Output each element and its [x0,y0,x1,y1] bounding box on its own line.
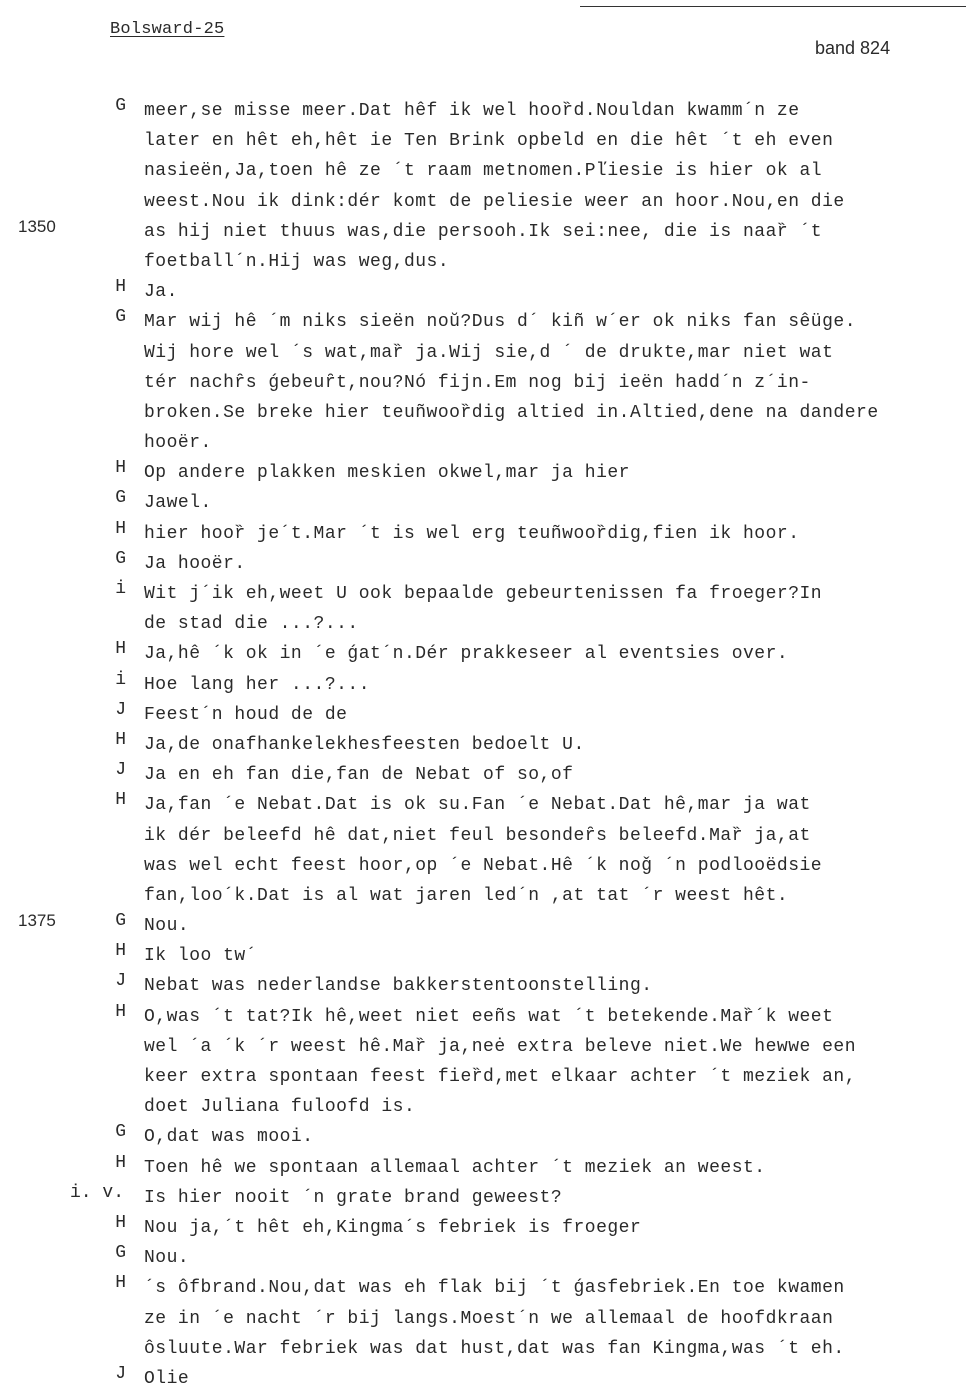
text-line: Is hier nooit ´n grate brand geweest? [144,1187,563,1208]
speaker-label: G [115,548,126,569]
speaker-label: H [115,1273,126,1294]
text-line: O,dat was mooi. [144,1127,314,1148]
text-line: O,was ´t tat?Ik hê,weet niet eeñs wat ´t betekende.Maȑ´k weet [144,1006,834,1027]
text-line: hooër. [144,433,212,454]
turn-19 [0,1122,966,1152]
turn-7 [0,549,966,579]
text-line: ze in ´e nacht ´r bij langs.Moest´n we allemaal de hoofdkraan [144,1308,834,1329]
speaker-label: i [115,579,126,599]
text-line: as hij niet thuus was,die persooh.Ik sei:nee, die is naaȑ ´t [144,221,823,242]
turn-14 [0,790,966,911]
speaker-label: H [115,639,126,660]
text-line: Ja. [144,282,178,303]
speaker-label: H [115,729,126,750]
text-line: hier hooȑ je´t.Mar ´t is wel erg teuñwooȑdig,fien ik hoor. [144,523,800,544]
speaker-label: J [115,1363,126,1384]
text-line: Op andere plakken meskien okwel,mar ja hier [144,463,630,484]
top-rule [580,6,966,7]
text-line: broken.Se breke hier teuñwooȑdig altied in.Altied,dene na dandere [144,402,879,423]
turn-4 [0,458,966,488]
speaker-label: i [115,669,126,690]
text-line: Mar wij hê ´m niks sieën noŭ?Dus d´ kiñ w´er ok niks fan sêüge. [144,312,857,333]
speaker-label: G [115,1122,126,1143]
text-line: fan,loo´k.Dat is al wat jaren led´n ,at tat ´r weest hêt. [144,885,789,906]
text-line: Hoe lang her ...?... [144,674,371,695]
turn-18 [0,1002,966,1123]
turn-13 [0,760,966,790]
turn-8 [0,579,966,639]
speaker-label: G [115,307,126,328]
text-line: Ja,hê ´k ok in ´e ǵat´n.Dér prakkeseer al eventsies over. [144,644,789,665]
text-line: Feest´n houd de de [144,704,348,725]
text-line: weest.Nou ik dink:dér komt de peliesie weer an hoor.Nou,en die [144,191,845,212]
turn-16 [0,941,966,971]
turn-9 [0,639,966,669]
turn-23 [0,1243,966,1273]
speaker-label: H [115,790,126,811]
speaker-label: J [115,760,126,781]
tape-number: band 824 [815,38,891,58]
text-line: Jawel. [144,493,212,514]
text-line: later en hêt eh,hêt ie Ten Brink opbeld en die hêt ´t eh even [144,131,834,152]
text-line: de stad die ...?... [144,614,359,635]
turn-11 [0,700,966,730]
turn-25 [0,1363,966,1389]
text-line: Ja,fan ´e Nebat.Dat is ok su.Fan ´e Nebat.Dat hê,mar ja wat [144,795,811,816]
text-line: foetball´n.Hij was weg,dus. [144,251,450,272]
text-line: doet Juliana fuloofd is. [144,1097,416,1118]
turn-5 [0,488,966,518]
speaker-label: H [115,1001,126,1022]
turn-10 [0,670,966,700]
text-line: Wij hore wel ´s wat,maȑ ja.Wij sie,d ´ de drukte,mar niet wat [144,342,834,363]
text-line: was wel echt feest hoor,op ´e Nebat.Hê ´k noǧ ´n podlooëdsie [144,855,823,876]
text-line: Ja en eh fan die,fan de Nebat of so,of [144,765,574,786]
text-line: Ik loo tw´ [144,946,258,967]
turn-6 [0,519,966,549]
turn-15 [0,911,966,941]
text-line: Ja hooër. [144,553,246,574]
speaker-label: H [115,1152,126,1173]
line-number-1350: 1350 [18,217,56,236]
speaker-label: G [115,911,126,932]
text-line: wel ´a ´k ´r weest hê.Maȑ ja,neė extra beleve niet.We hewwe een [144,1036,857,1057]
line-number-1375: 1375 [18,911,56,931]
text-line: Nou. [144,1248,190,1269]
text-line: Nou. [144,916,190,937]
text-line: Nou ja,´t hêt eh,Kingma´s febriek is froeger [144,1217,642,1238]
text-line: Wit j´ik eh,weet U ook bepaalde gebeurtenissen fa froeger?In [144,584,823,604]
turn-1 [0,96,966,277]
speaker-label: J [115,699,126,720]
document-id: Bolsward-25 [110,20,225,39]
text-line: ik dér beleefd hê dat,niet feul besondeȓs beleefd.Maȑ ja,at [144,825,811,846]
speaker-label: H [115,458,126,479]
text-line: meer,se misse meer.Dat hêf ik wel hooȑd.Nouldan kwamm´n ze [144,101,800,121]
text-line: Olie [144,1368,190,1389]
speaker-label: H [115,277,126,298]
turn-12 [0,730,966,760]
turn-22 [0,1213,966,1243]
speaker-label: H [115,1212,126,1233]
turn-21 [0,1183,966,1213]
speaker-label: i. v. [69,1182,124,1203]
text-line: ´s ôfbrand.Nou,dat was eh flak bij ´t ǵasfebriek.En toe kwamen [144,1278,845,1299]
text-line: ôsluute.War febriek was dat hust,dat was fan Kingma,was ´t eh. [144,1338,845,1359]
turn-20 [0,1153,966,1183]
text-line: Toen hê we spontaan allemaal achter ´t meziek an weest. [144,1157,766,1178]
text-line: Nebat was nederlandse bakkerstentoonstelling. [144,976,653,997]
text-line: Ja,de onafhankelekhesfeesten bedoelt U. [144,734,585,755]
turn-2 [0,277,966,307]
speaker-label: G [115,488,126,509]
text-line: nasieën,Ja,toen hê ze ´t raam metnomen.Pľiesie is hier ok al [144,161,823,182]
speaker-label: H [115,518,126,539]
speaker-label: G [115,1243,126,1264]
text-line: tér nachȓs ǵebeuȓt,nou?Nó fijn.Em nog bij ieën hadd´n z´in- [144,372,811,393]
transcript-body [0,96,966,1389]
turn-3 [0,307,966,458]
speaker-label: J [115,971,126,992]
turn-24 [0,1273,966,1364]
turn-17 [0,971,966,1001]
text-line: keer extra spontaan feest fieȑd,met elkaar achter ´t meziek an, [144,1067,857,1087]
speaker-label: G [115,96,126,116]
speaker-label: H [115,941,126,962]
